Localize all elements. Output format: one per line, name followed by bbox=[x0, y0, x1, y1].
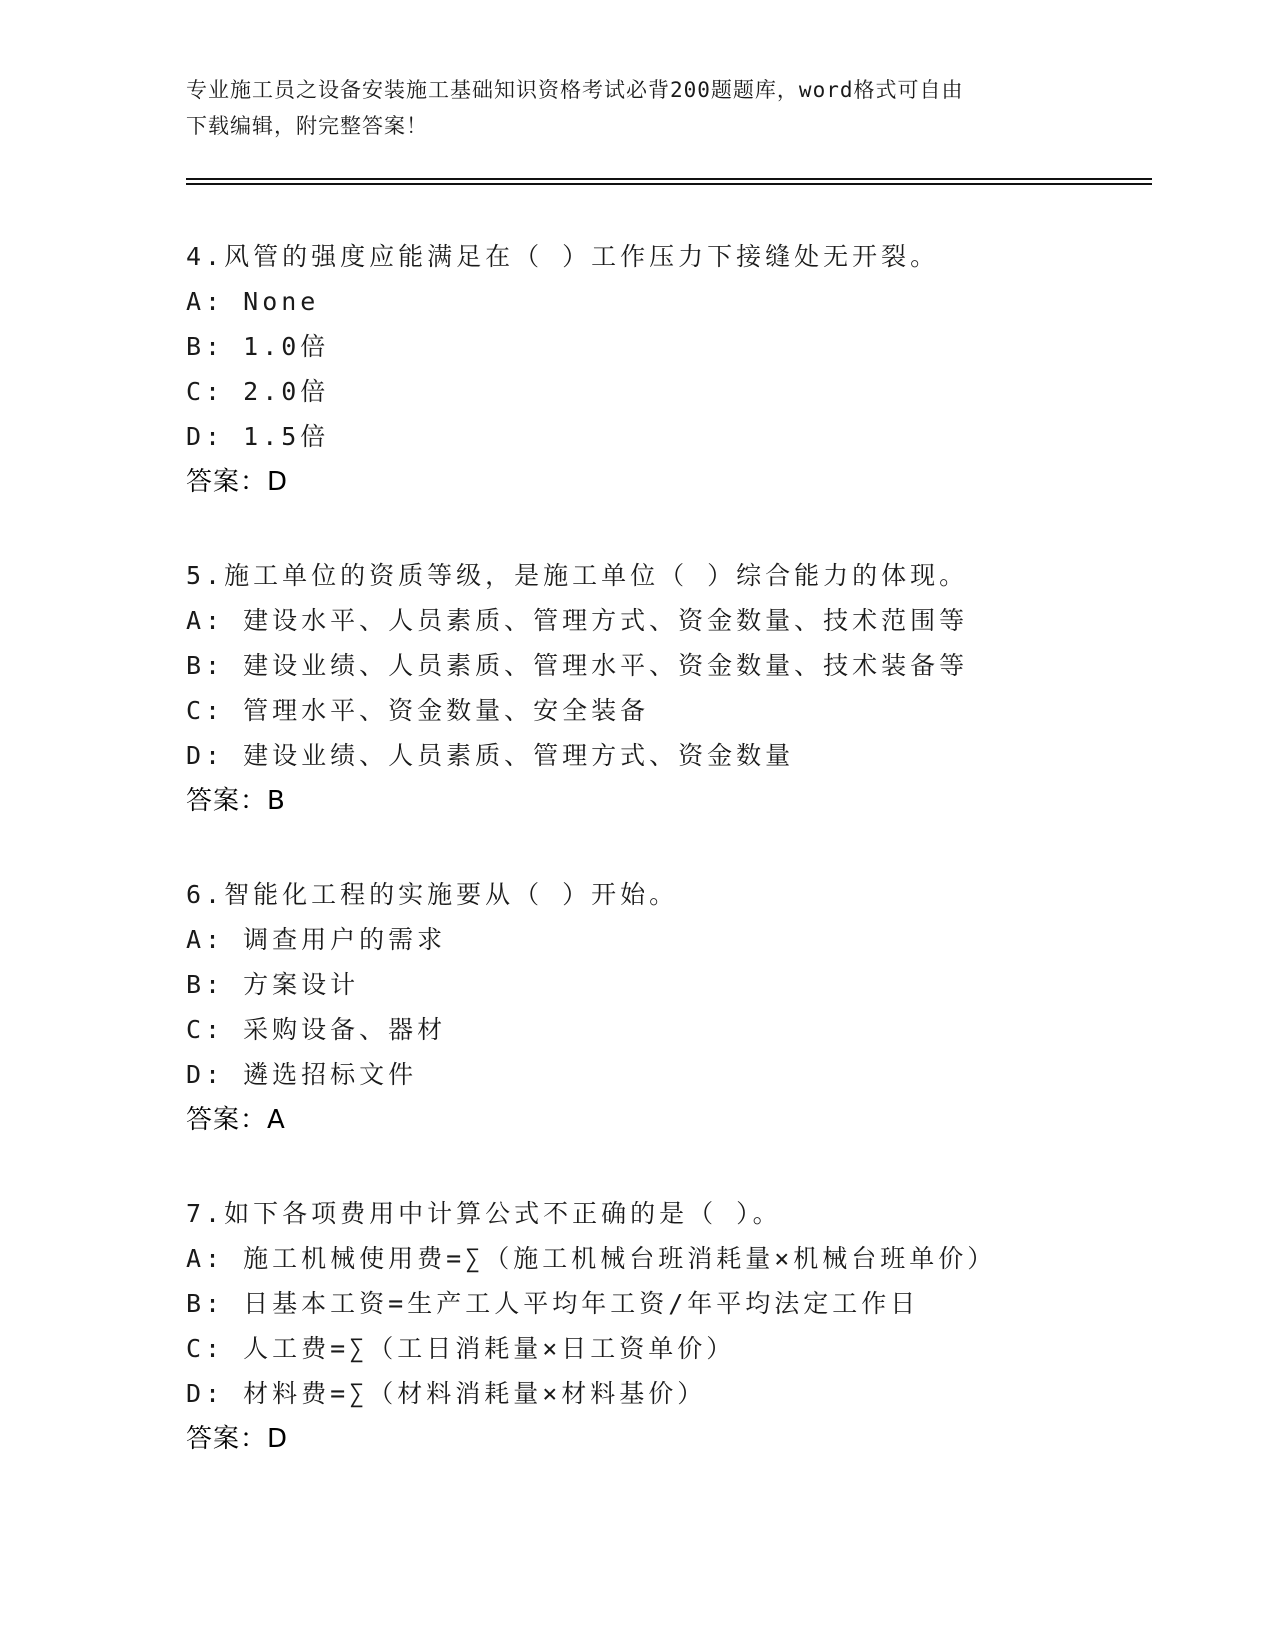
option-b: B: 1.0倍 bbox=[186, 332, 330, 361]
header-divider-bottom bbox=[186, 183, 1152, 185]
option-d: D: 遴选招标文件 bbox=[186, 1060, 418, 1089]
option-d: D: 建设业绩、人员素质、管理方式、资金数量 bbox=[186, 741, 795, 770]
question-stem: 7.如下各项费用中计算公式不正确的是（ ）。 bbox=[186, 1199, 782, 1228]
question-6 bbox=[186, 872, 1186, 1143]
option-a: A: 调查用户的需求 bbox=[186, 925, 447, 954]
answer-label: 答案：D bbox=[186, 1424, 289, 1454]
option-d: D: 1.5倍 bbox=[186, 422, 330, 451]
option-c: C: 2.0倍 bbox=[186, 377, 330, 406]
question-stem: 5.施工单位的资质等级，是施工单位（ ）综合能力的体现。 bbox=[186, 561, 969, 590]
option-c: C: 管理水平、资金数量、安全装备 bbox=[186, 696, 650, 725]
question-4 bbox=[186, 234, 1186, 505]
answer-label: 答案：D bbox=[186, 467, 289, 497]
document-header bbox=[186, 72, 1086, 144]
answer-label: 答案：B bbox=[186, 786, 286, 816]
question-stem: 6.智能化工程的实施要从（ ）开始。 bbox=[186, 880, 679, 909]
option-c: C: 采购设备、器材 bbox=[186, 1015, 447, 1044]
question-7 bbox=[186, 1191, 1186, 1462]
question-stem: 4.风管的强度应能满足在（ ）工作压力下接缝处无开裂。 bbox=[186, 242, 940, 271]
header-divider-top bbox=[186, 178, 1152, 180]
question-5 bbox=[186, 553, 1186, 824]
option-c: C: 人工费=∑（工日消耗量×日工资单价） bbox=[186, 1334, 736, 1363]
option-a: A: None bbox=[186, 287, 320, 316]
option-a: A: 建设水平、人员素质、管理方式、资金数量、技术范围等 bbox=[186, 606, 969, 635]
option-a: A: 施工机械使用费=∑（施工机械台班消耗量×机械台班单价） bbox=[186, 1244, 997, 1273]
option-b: B: 日基本工资=生产工人平均年工资/年平均法定工作日 bbox=[186, 1289, 920, 1318]
header-line-2: 下载编辑，附完整答案！ bbox=[186, 114, 428, 138]
answer-label: 答案：A bbox=[186, 1105, 286, 1135]
option-b: B: 方案设计 bbox=[186, 970, 360, 999]
option-b: B: 建设业绩、人员素质、管理水平、资金数量、技术装备等 bbox=[186, 651, 969, 680]
option-d: D: 材料费=∑（材料消耗量×材料基价） bbox=[186, 1379, 707, 1408]
header-line-1: 专业施工员之设备安装施工基础知识资格考试必背200题题库，word格式可自由 bbox=[186, 78, 964, 102]
